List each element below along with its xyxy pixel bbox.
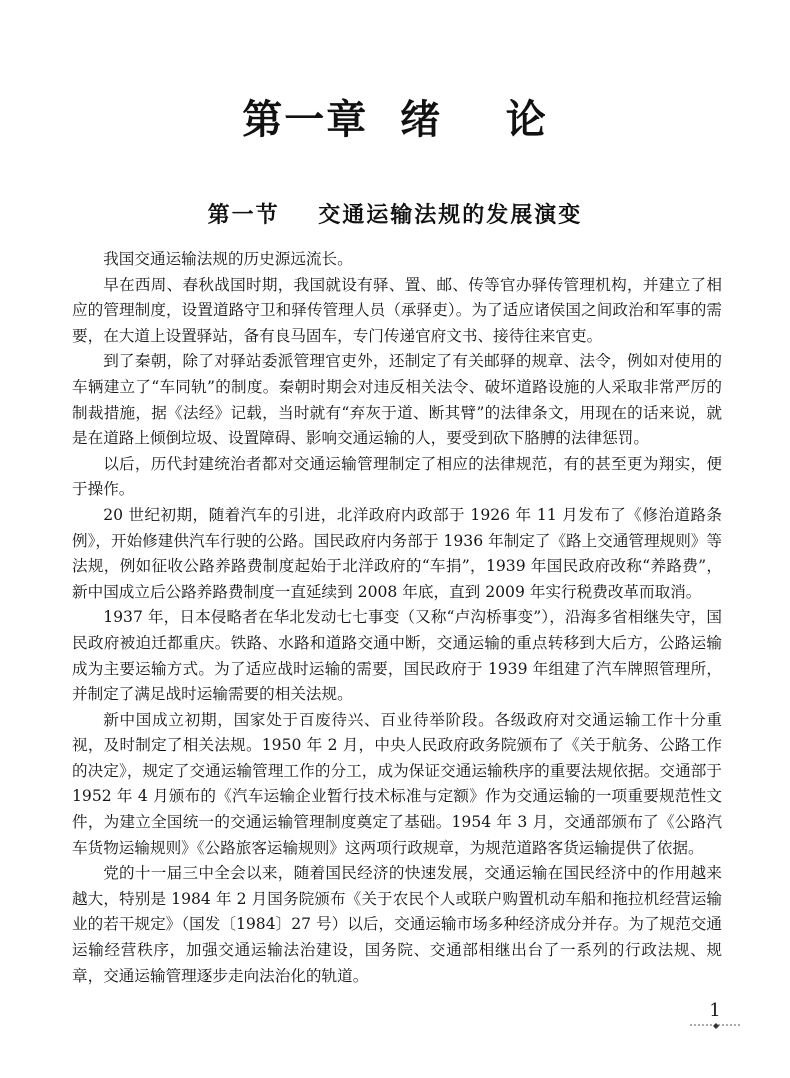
page-number-ornament-icon: [688, 1022, 744, 1030]
paragraph-6: 1937 年，日本侵略者在华北发动七七事变（又称“卢沟桥事变”），沿海多省相继失守，国民政府被迫迁都重庆。铁路、水路和道路交通中断，交通运输的重点转移到大后方，公路运输成为主要运输方式。为了适应战时运输的需要，国民政府于 1939 年组建了汽车牌照管理所，并制定了满足战时运输需要的相关法规。: [72, 608, 722, 704]
body-text: [72, 247, 722, 989]
paragraph-4: 以后，历代封建统治者都对交通运输管理制定了相应的法律规范，有的甚至更为翔实，便于操作。: [72, 454, 722, 499]
paragraph-8: 党的十一届三中全会以来，随着国民经济的快速发展，交通运输在国民经济中的作用越来越大，特别是 1984 年 2 月国务院颁布《关于农民个人或联户购置机动车船和拖拉机经营运输业的若干规定》（国发〔1984〕27 号）以后，交通运输市场多种经济成分并存。为了规范交通运输经营秩序，加强交通运输法治建设，国务院、交通部相继出台了一系列的行政法规、规章，交通运输管理逐步走向法治化的轨道。: [72, 864, 722, 985]
section-title: 第一节 交通运输法规的发展演变: [207, 202, 583, 228]
paragraph-5: 20 世纪初期，随着汽车的引进，北洋政府内政部于 1926 年 11 月发布了《修治道路条例》，开始修建供汽车行驶的公路。国民政府内务部于 1936 年制定了《路上交通管理规则》等法规，例如征收公路养路费制度起始于北洋政府的“车捐”，1939 年国民政府改称“养路费”，新中国成立后公路养路费制度一直延续到 2008 年底，直到 2009 年实行税费改革而取消。: [72, 505, 722, 601]
page-number: 1: [709, 1000, 721, 1021]
paragraph-7: 新中国成立初期，国家处于百废待兴、百业待举阶段。各级政府对交通运输工作十分重视，及时制定了相关法规。1950 年 2 月，中央人民政府政务院颁布了《关于航务、公路工作的决定》，规定了交通运输管理工作的分工，成为保证交通运输秩序的重要法规依据。交通部于 1952 年 4 月颁布的《汽车运输企业暂行技术标准与定额》作为交通运输的一项重要规范性文件，为建立全国统一的交通运输管理制度奠定了基础。1954 年 3 月，交通部颁布了《公路汽车货物运输规则》《公路旅客运输规则》这两项行政规章，为规范道路客货运输提供了依据。: [72, 710, 722, 857]
chapter-title: 第一章 绪 论: [242, 97, 548, 143]
paragraph-1: 我国交通运输法规的历史源远流长。: [103, 250, 353, 268]
paragraph-3: 到了秦朝，除了对驿站委派管理官吏外，还制定了有关邮驿的规章、法令，例如对使用的车辆建立了“车同轨”的制度。秦朝时期会对违反相关法令、破坏道路设施的人采取非常严厉的制裁措施，据《法经》记载，当时就有“弃灰于道、断其臂”的法律条文，用现在的话来说，就是在道路上倾倒垃圾、设置障碍、影响交通运输的人，要受到砍下胳膊的法律惩罚。: [72, 352, 722, 448]
paragraph-2: 早在西周、春秋战国时期，我国就设有驿、置、邮、传等官办驿传管理机构，并建立了相应的管理制度，设置道路守卫和驿传管理人员（承驿吏）。为了适应诸侯国之间政治和军事的需要，在大道上设置驿站，备有良马固车，专门传递官府文书、接待往来官吏。: [72, 275, 722, 345]
